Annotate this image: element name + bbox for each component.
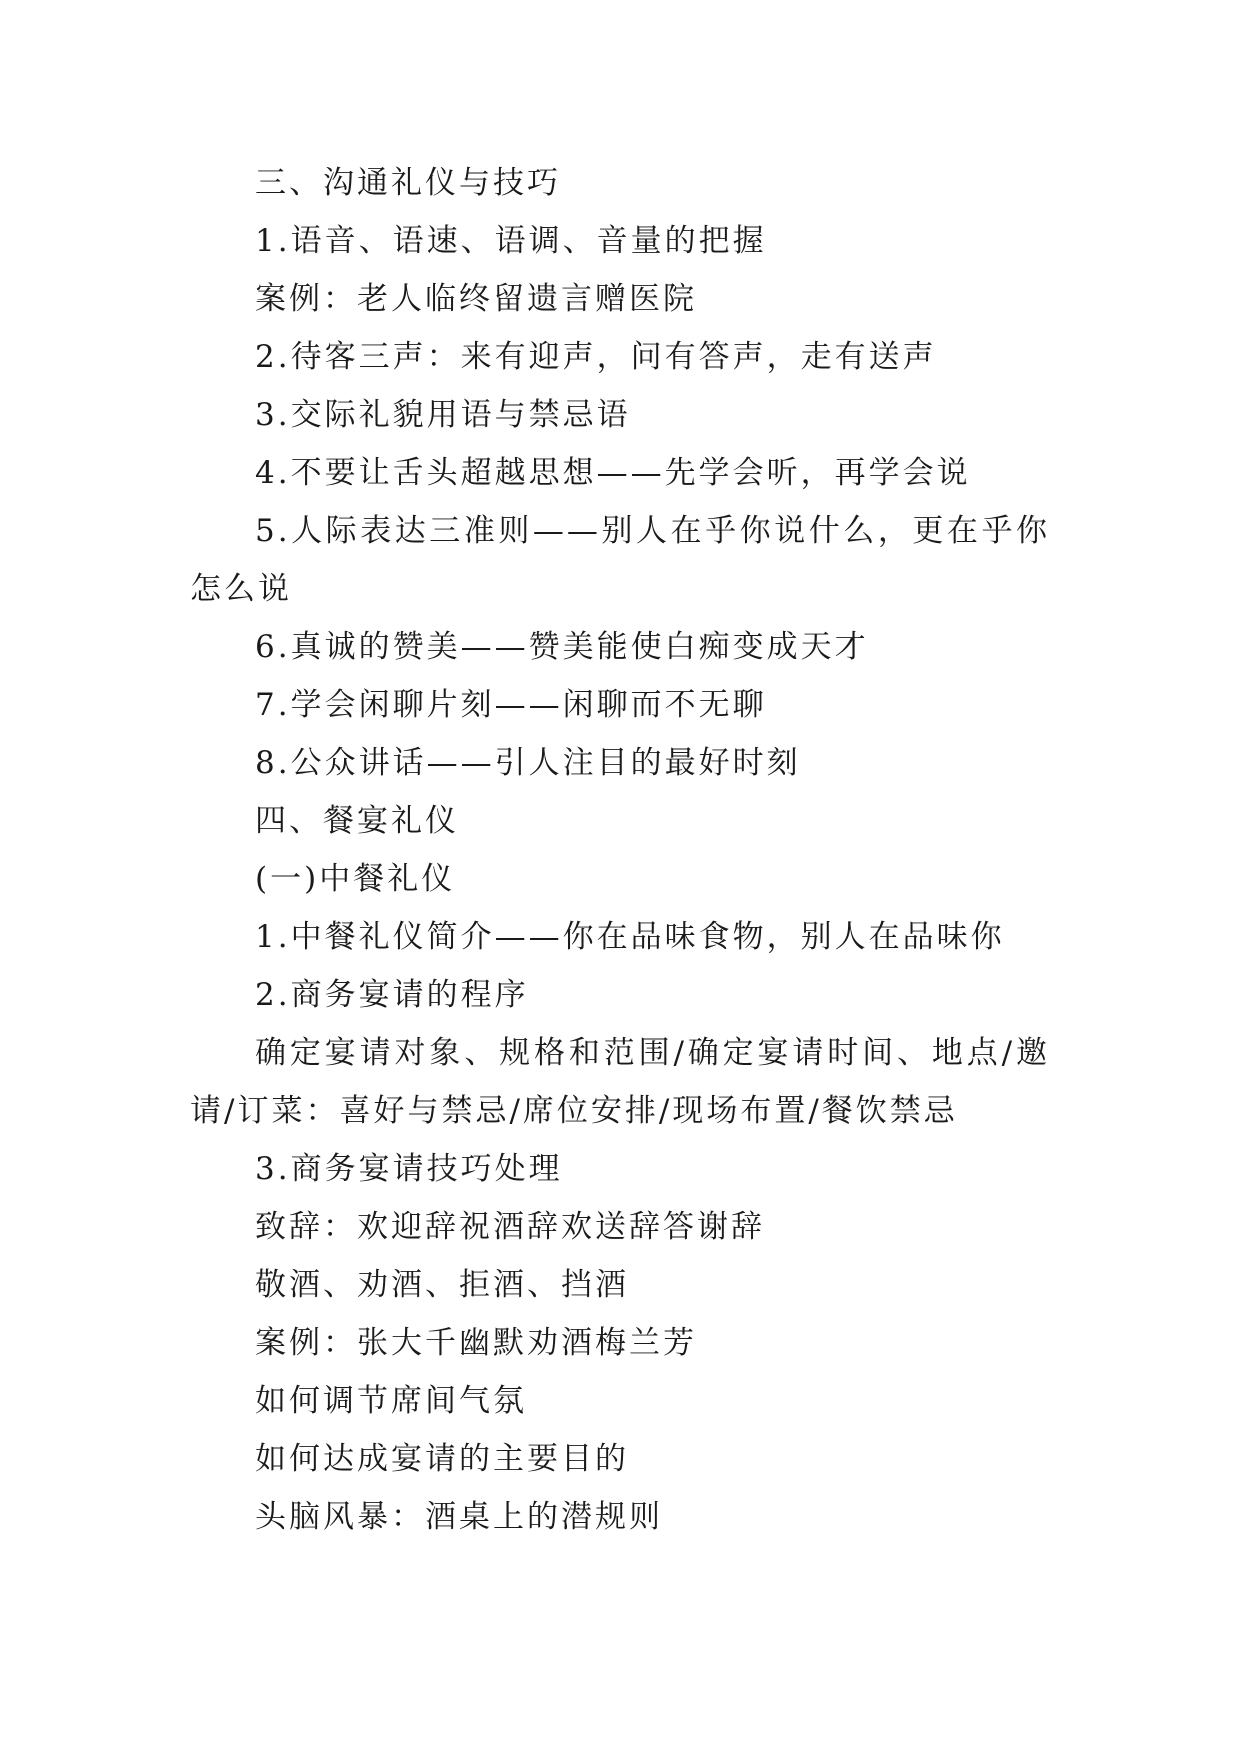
paragraph: 确定宴请对象、规格和范围/确定宴请时间、地点/邀请/订菜：喜好与禁忌/席位安排/现场布置/餐饮禁忌	[190, 1035, 1050, 1129]
list-item: 3.交际礼貌用语与禁忌语	[255, 397, 631, 433]
case-line: 案例：老人临终留遗言赠医院	[255, 281, 697, 317]
list-item: 5.人际表达三准则——别人在乎你说什么，更在乎你怎么说	[190, 513, 1050, 607]
list-item: 1.中餐礼仪简介——你在品味食物，别人在品味你	[255, 919, 1005, 955]
paragraph: 致辞：欢迎辞祝酒辞欢送辞答谢辞	[255, 1209, 765, 1245]
paragraph: 敬酒、劝酒、拒酒、挡酒	[255, 1267, 629, 1303]
paragraph: 头脑风暴：酒桌上的潜规则	[255, 1499, 663, 1535]
list-item: 4.不要让舌头超越思想——先学会听，再学会说	[255, 455, 971, 491]
list-item: 3.商务宴请技巧处理	[255, 1151, 563, 1187]
list-item: 2.商务宴请的程序	[255, 977, 529, 1013]
paragraph: 如何达成宴请的主要目的	[255, 1441, 629, 1477]
list-item: 1.语音、语速、语调、音量的把握	[255, 223, 767, 259]
subsection-heading: (一)中餐礼仪	[255, 861, 456, 897]
list-item: 7.学会闲聊片刻——闲聊而不无聊	[255, 687, 767, 723]
paragraph: 如何调节席间气氛	[255, 1383, 527, 1419]
section-heading-communication: 三、沟通礼仪与技巧	[255, 165, 561, 201]
document-body	[190, 154, 1050, 1546]
list-item: 6.真诚的赞美——赞美能使白痴变成天才	[255, 629, 869, 665]
list-item: 8.公众讲话——引人注目的最好时刻	[255, 745, 801, 781]
list-item: 2.待客三声：来有迎声，问有答声，走有送声	[255, 339, 937, 375]
section-heading-banquet: 四、餐宴礼仪	[255, 803, 459, 839]
case-line: 案例：张大千幽默劝酒梅兰芳	[255, 1325, 697, 1361]
